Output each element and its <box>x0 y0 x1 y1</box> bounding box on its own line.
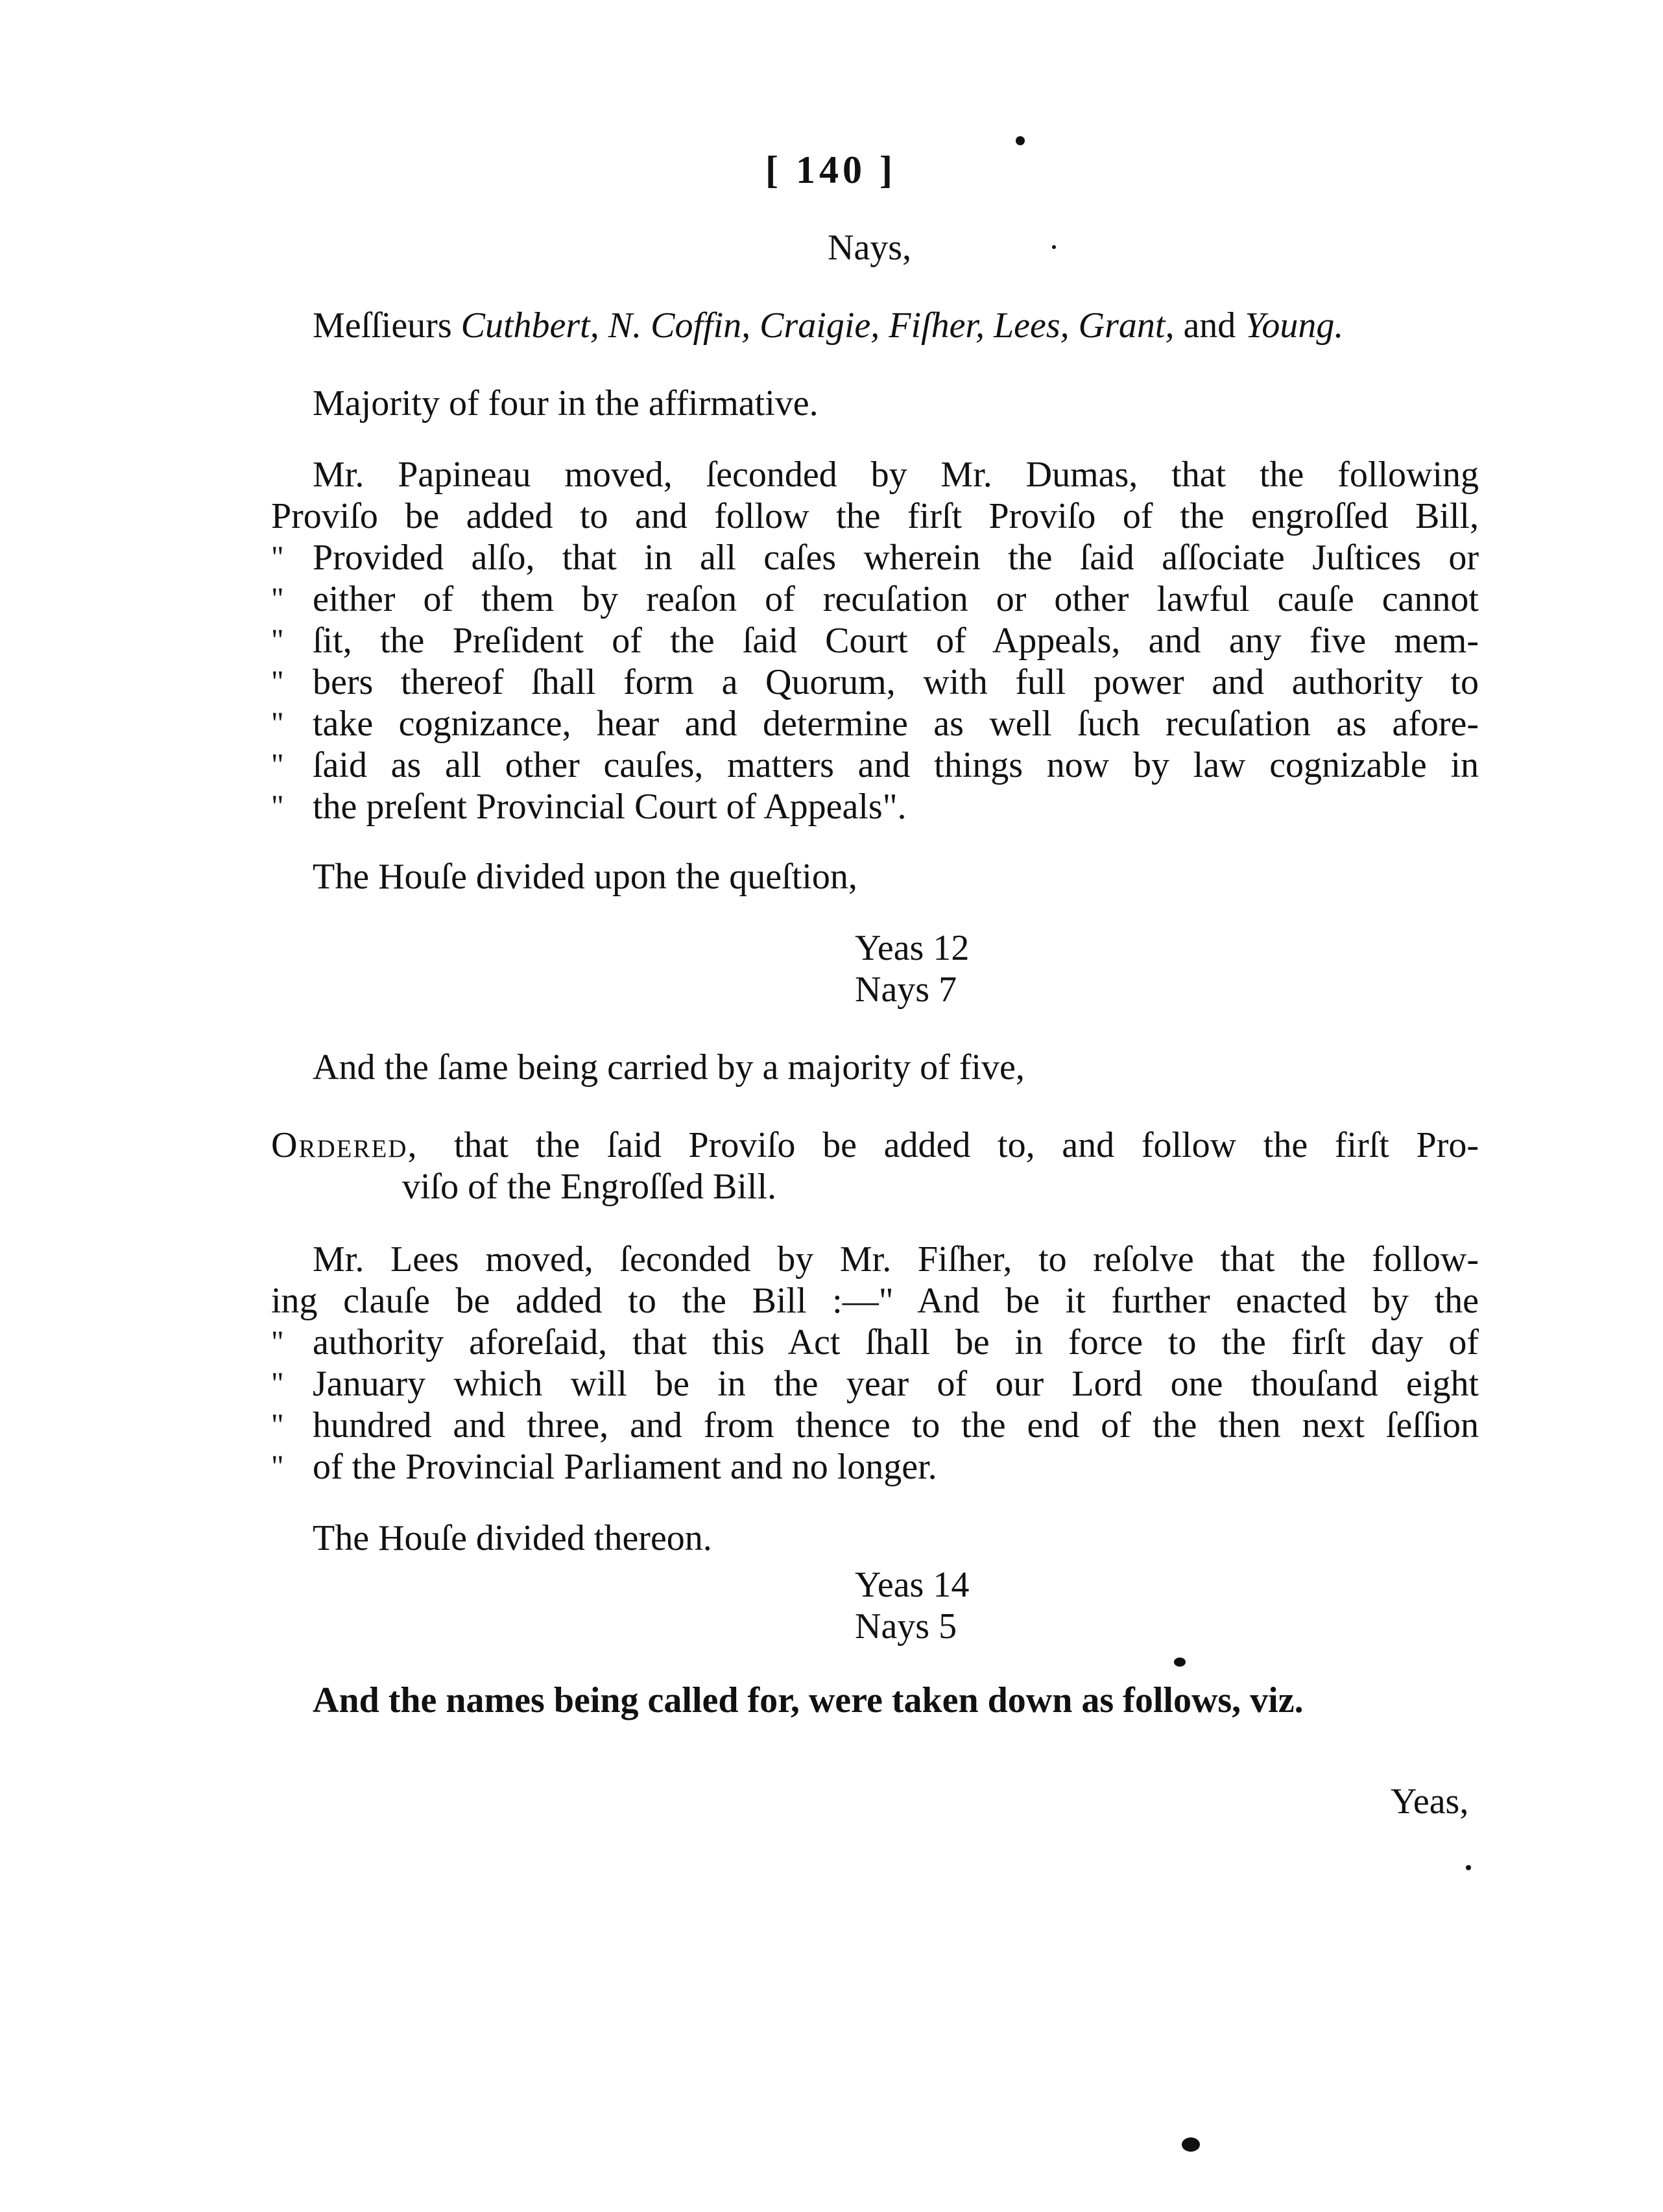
motion2-line-6: of the Provincial Parliament and no longer. <box>313 1447 937 1487</box>
quote-mark: " <box>271 1408 284 1442</box>
quote-mark: " <box>271 540 284 575</box>
quote-mark: " <box>271 789 284 824</box>
division2-nays: Nays 5 <box>855 1606 957 1647</box>
division2-intro: The Houſe divided thereon. <box>313 1518 712 1558</box>
majority-line: Majority of four in the affirmative. <box>313 383 819 423</box>
ordered-label: Ordered, <box>271 1125 418 1165</box>
motion1-line-5: ſit, the Preſident of the ſaid Court of Appeals, and any five mem- <box>313 621 1479 661</box>
division1-intro: The Houſe divided upon the queſtion, <box>313 857 857 897</box>
quote-mark: " <box>271 582 284 616</box>
ink-speck <box>1182 2137 1200 2152</box>
motion1-line-4: either of them by reaſon of recuſation or other lawful cauſe cannot <box>313 579 1479 619</box>
names-line: And the names being called for, were taken down as follows, viz. <box>313 1680 1304 1720</box>
motion2-line-1: Mr. Lees moved, ſeconded by Mr. Fiſher, to reſolve that the follow- <box>313 1239 1479 1279</box>
quote-mark: " <box>271 1366 284 1401</box>
quote-mark: " <box>271 748 284 782</box>
quote-mark: " <box>271 623 284 658</box>
nays-heading: Nays, <box>828 228 912 268</box>
ink-speck <box>1016 136 1025 145</box>
quote-mark: " <box>271 1325 284 1359</box>
carried-line: And the ſame being carried by a majority of five, <box>313 1047 1025 1088</box>
motion1-line-9: the preſent Provincial Court of Appeals". <box>313 787 907 827</box>
motion1-line-1: Mr. Papineau moved, ſeconded by Mr. Dumas, that the following <box>313 455 1479 495</box>
nays-names: Cuthbert, N. Coffin, Craigie, Fiſher, Lees, Grant, <box>461 305 1175 346</box>
motion1-line-2: Proviſo be added to and follow the firſt Proviſo of the engroſſed Bill, <box>271 496 1479 536</box>
nays-prefix: Meſſieurs <box>313 305 452 346</box>
motion1-line-7: take cognizance, hear and determine as well ſuch recuſation as afore- <box>313 704 1479 744</box>
ink-speck <box>1466 1865 1471 1870</box>
motion2-line-4: January which will be in the year of our Lord one thouſand eight <box>313 1364 1479 1404</box>
division2-yeas: Yeas 14 <box>855 1565 970 1605</box>
ordered-line-2: viſo of the Engroſſed Bill. <box>402 1167 777 1207</box>
ordered-line-1: that the ſaid Proviſo be added to, and follow the firſt Pro- <box>454 1125 1479 1165</box>
motion1-line-3: Provided alſo, that in all caſes wherein the ſaid aſſociate Juſtices or <box>313 538 1479 578</box>
nays-last-name: Young. <box>1245 305 1344 346</box>
nays-names-line <box>313 305 1343 346</box>
motion2-line-5: hundred and three, and from thence to the end of the then next ſeſſion <box>313 1405 1479 1445</box>
quote-mark: " <box>271 1449 284 1484</box>
ink-speck <box>1052 245 1056 249</box>
division1-nays: Nays 7 <box>855 969 957 1010</box>
motion1-line-8: ſaid as all other cauſes, matters and things now by law cognizable in <box>313 745 1479 785</box>
quote-mark: " <box>271 665 284 699</box>
nays-and: and <box>1183 305 1236 346</box>
motion2-line-3: authority aforeſaid, that this Act ſhall be in force to the firſt day of <box>313 1322 1479 1362</box>
page-number: [ 140 ] <box>765 149 896 191</box>
motion1-line-6: bers thereof ſhall form a Quorum, with full power and authority to <box>313 662 1479 702</box>
catchword: Yeas, <box>1391 1781 1469 1822</box>
motion2-line-2: ing clauſe be added to the Bill :—" And be it further enacted by the <box>271 1281 1479 1321</box>
ink-speck <box>1174 1658 1186 1667</box>
division1-yeas: Yeas 12 <box>855 928 970 968</box>
quote-mark: " <box>271 706 284 741</box>
